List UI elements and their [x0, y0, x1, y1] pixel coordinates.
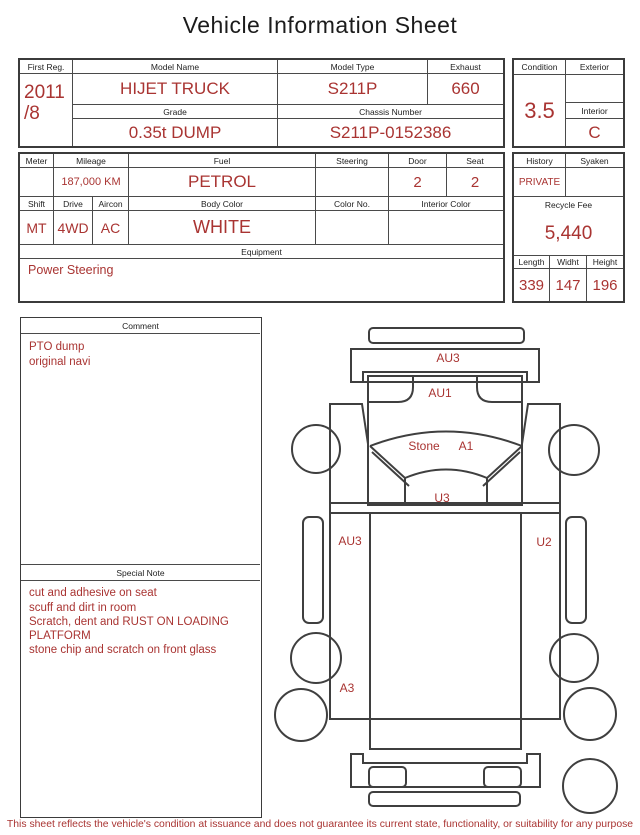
rear-right-wheel: [550, 634, 598, 682]
damage-label-bed-rear-left: A3: [339, 681, 355, 695]
door-value: 2: [389, 168, 447, 197]
grade-value: 0.35t DUMP: [73, 119, 278, 146]
windshield-lower-arc: [405, 470, 487, 479]
bed-outer-frame-shape: [330, 513, 560, 719]
exterior-label: Exterior: [566, 60, 623, 75]
shift-value: MT: [20, 211, 54, 245]
left-seat-shape: [368, 377, 413, 402]
body-color-label: Body Color: [129, 197, 316, 211]
history-value: PRIVATE: [514, 168, 566, 197]
special-note-label: Special Note: [21, 564, 260, 581]
special-note-line: scuff and dirt in room: [29, 601, 137, 614]
first-reg-label: First Reg.: [20, 60, 73, 74]
equipment-label: Equipment: [20, 245, 503, 259]
fuel-label: Fuel: [129, 154, 316, 168]
rear-lamp-right-shape: [484, 767, 521, 787]
interior-value: C: [588, 122, 601, 142]
seat-value: 2: [447, 168, 503, 197]
width-value: 147: [550, 269, 587, 301]
height-label: Height: [587, 255, 623, 269]
drive-value: 4WD: [54, 211, 93, 245]
recycle-fee-label: Recycle Fee: [544, 199, 593, 210]
height-value: 196: [592, 276, 618, 294]
interior-color-label: Interior Color: [389, 197, 503, 211]
rear-left-wheel: [291, 633, 341, 683]
chassis-number-label: Chassis Number: [278, 105, 503, 119]
model-type-label: Model Type: [278, 60, 428, 74]
right-fender-shape: [522, 404, 560, 503]
left-side-gate-shape: [303, 517, 323, 623]
mileage-label: Mileage: [54, 154, 129, 168]
front-bumper-shape: [369, 328, 524, 343]
exhaust-label: Exhaust: [428, 60, 503, 74]
windshield-upper-arc: [370, 432, 522, 447]
special-note-line: Scratch, dent and RUST ON LOADING PLATFORM: [29, 616, 229, 642]
condition-label: Condition: [514, 60, 566, 75]
damage-label-bed-left: AU3: [338, 534, 362, 548]
grade-label: Grade: [73, 105, 278, 119]
special-note-line: stone chip and scratch on front glass: [29, 644, 217, 657]
shift-label: Shift: [20, 197, 54, 211]
aircon-value: AC: [93, 211, 129, 245]
door-label: Door: [389, 154, 447, 168]
length-value: 339: [514, 269, 550, 301]
left-fender-shape: [330, 404, 368, 503]
length-label: Length: [514, 255, 550, 269]
damage-label-bed-right: U2: [536, 535, 552, 549]
damage-label-cab: AU1: [428, 386, 452, 400]
damage-label-windshield-word: Stone: [408, 439, 440, 453]
fuel-value: PETROL: [129, 168, 316, 197]
comment-line: PTO dump: [29, 341, 85, 353]
right-side-gate-shape: [566, 517, 586, 623]
aircon-label: Aircon: [93, 197, 129, 211]
model-name-label: Model Name: [73, 60, 278, 74]
page-title: Vehicle Information Sheet: [182, 12, 458, 38]
recycle-fee-value: 5,440: [544, 222, 593, 244]
model-name-value: HIJET TRUCK: [73, 74, 278, 105]
condition-value: 3.5: [514, 75, 566, 146]
color-no-label: Color No.: [316, 197, 389, 211]
chassis-number-value: S211P-0152386: [329, 122, 452, 142]
damage-label-cab-floor: U3: [434, 491, 450, 505]
damage-label-windshield-code: A1: [458, 439, 474, 453]
equipment-value: Power Steering: [28, 263, 114, 277]
exhaust-value: 660: [428, 74, 503, 105]
history-label: History: [514, 154, 566, 168]
width-label: Widht: [550, 255, 587, 269]
drive-label: Drive: [54, 197, 93, 211]
meter-label: Meter: [20, 154, 54, 168]
rear-lamp-left-shape: [369, 767, 406, 787]
mileage-value: 187,000 KM: [54, 168, 129, 197]
comment-line: original navi: [29, 356, 91, 369]
rear-right-outer-wheel: [564, 688, 616, 740]
seat-label: Seat: [447, 154, 503, 168]
rear-bracket-shape: [351, 754, 540, 787]
special-note-line: cut and adhesive on seat: [29, 587, 157, 599]
front-left-wheel: [292, 425, 340, 473]
body-color-value: WHITE: [129, 211, 316, 245]
comment-label: Comment: [21, 318, 260, 334]
syaken-label: Syaken: [566, 154, 623, 168]
steering-label: Steering: [316, 154, 389, 168]
rear-bumper-shape: [369, 792, 520, 806]
damage-label-front-panel: AU3: [436, 351, 460, 365]
front-right-wheel: [549, 425, 599, 475]
footer-disclaimer: This sheet reflects the vehicle's condition at issuance and does not guarantee its current state, functionality, or suitability for any purpose: [6, 819, 634, 830]
right-seat-shape: [477, 377, 522, 402]
model-type-value: S211P: [278, 74, 428, 105]
bed-floor-shape: [370, 513, 521, 749]
interior-label: Interior: [566, 102, 623, 119]
rear-left-outer-wheel: [275, 689, 327, 741]
spare-wheel: [563, 759, 617, 813]
first-reg-value: 2011 /8: [20, 74, 73, 146]
windshield-pillars: [370, 446, 522, 478]
